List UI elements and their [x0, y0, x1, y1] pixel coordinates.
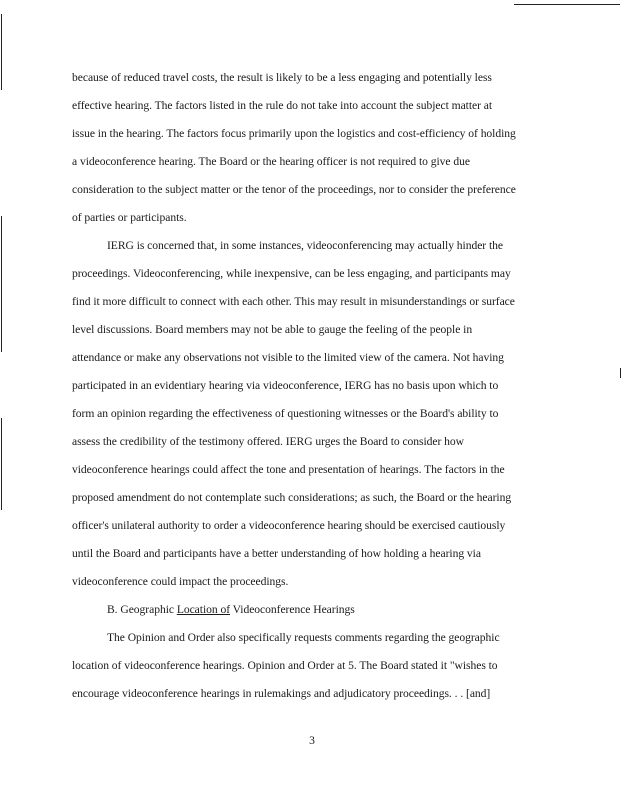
- paragraph-line: level discussions. Board members may not be able to gauge the feeling of the people in: [72, 323, 473, 336]
- paragraph-line: until the Board and participants have a better understanding of how holding a hearing via: [72, 547, 481, 560]
- paragraph-line: officer's unilateral authority to order a videoconference hearing should be exercised cautiously: [72, 519, 506, 532]
- paragraph-line: The Opinion and Order also specifically requests comments regarding the geographic: [107, 631, 500, 644]
- paragraph-line: form an opinion regarding the effectiveness of questioning witnesses or the Board's ability to: [72, 407, 499, 420]
- paragraph-line: videoconference hearings could affect the tone and presentation of hearings. The factors in the: [72, 463, 505, 476]
- page-number: 3: [309, 734, 315, 747]
- paragraph-line: issue in the hearing. The factors focus primarily upon the logistics and cost-efficiency of holding: [72, 127, 516, 140]
- paragraph-line: videoconference could impact the proceedings.: [72, 575, 289, 588]
- scan-edge-mark-top-right: [514, 4, 620, 5]
- section-heading: [107, 603, 355, 617]
- scan-edge-mark-left-lower: [1, 418, 2, 510]
- paragraph-line: a videoconference hearing. The Board or the hearing officer is not required to give due: [72, 155, 470, 168]
- scan-edge-mark-left-upper: [1, 14, 2, 90]
- paragraph-line: find it more difficult to connect with each other. This may result in misunderstandings or surface: [72, 295, 515, 308]
- paragraph-line: of parties or participants.: [72, 211, 187, 224]
- paragraph-line: encourage videoconference hearings in rulemakings and adjudicatory proceedings. . . [and]: [72, 687, 491, 700]
- scan-edge-mark-left-middle: [1, 216, 2, 352]
- paragraph-line: IERG is concerned that, in some instances, videoconferencing may actually hinder the: [107, 239, 503, 252]
- paragraph-line: proposed amendment do not contemplate such considerations; as such, the Board or the hearing: [72, 491, 512, 504]
- paragraph-line: consideration to the subject matter or the tenor of the proceedings, nor to consider the preference: [72, 183, 516, 196]
- paragraph-line: proceedings. Videoconferencing, while inexpensive, can be less engaging, and participants may: [72, 267, 511, 280]
- section-heading-suffix: Videoconference Hearings: [230, 603, 355, 616]
- scan-edge-mark-right: [620, 368, 621, 378]
- paragraph-line: assess the credibility of the testimony offered. IERG urges the Board to consider how: [72, 435, 464, 448]
- paragraph-line: effective hearing. The factors listed in the rule do not take into account the subject matter at: [72, 99, 493, 112]
- section-heading-prefix: B. Geographic: [107, 603, 177, 616]
- section-heading-underlined: Location of: [176, 603, 231, 616]
- paragraph-line: participated in an evidentiary hearing via videoconference, IERG has no basis upon which to: [72, 379, 499, 392]
- paragraph-line: location of videoconference hearings. Opinion and Order at 5. The Board stated it "wishes to: [72, 659, 498, 672]
- paragraph-line: attendance or make any observations not visible to the limited view of the camera. Not having: [72, 351, 504, 364]
- paragraph-line: because of reduced travel costs, the result is likely to be a less engaging and potentially less: [72, 71, 492, 84]
